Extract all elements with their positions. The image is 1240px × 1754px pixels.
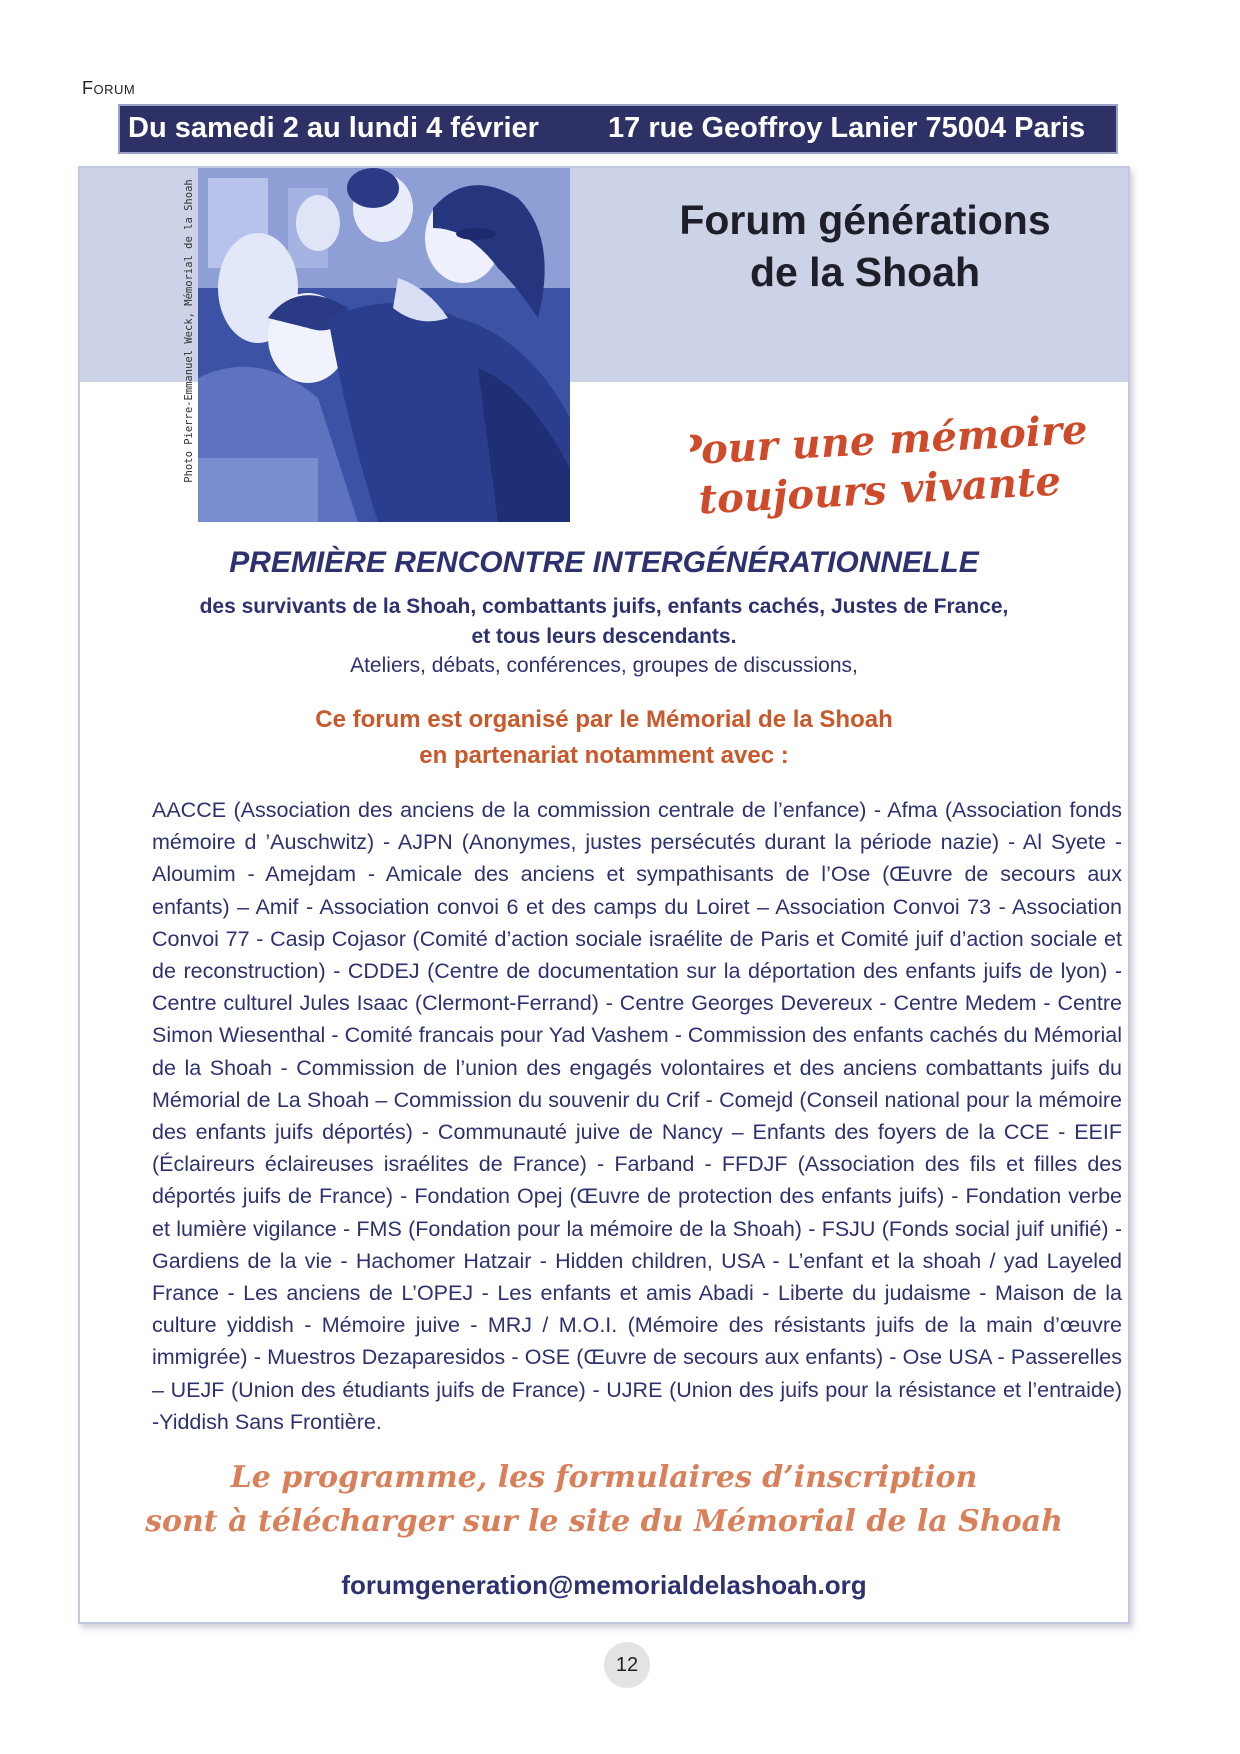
slogan <box>690 386 1090 536</box>
organizer-line-2: en partenariat notamment avec : <box>419 742 789 769</box>
slogan-line-1: Pour une mémoire <box>690 406 1089 475</box>
download-notice <box>80 1456 1128 1544</box>
download-line-2: sont à télécharger sur le site du Mémorial de la Shoah <box>145 1504 1063 1539</box>
slogan-line-2: toujours vivante <box>697 457 1062 524</box>
audience-text <box>80 592 1128 652</box>
partners-list: AACCE (Association des anciens de la commission centrale de l’enfance) - Afma (Association fonds mémoire d ’Auschwitz) - AJPN (Anonymes, justes persécutés durant la période nazie) - Al Syete - Aloumim - Amejdam - Amicale des anciens et sympathisants de l’Ose (Œuvre de secours aux enfants) – Amif - Association convoi 6 et des camps du Loiret – Association Convoi 73 - Association Convoi 77 - Casip Cojasor (Comité d’action sociale israélite de Paris et Comité juif d’action sociale et de reconstruction) - CDDEJ (Centre de documentation sur la déportation des enfants juifs de lyon) - Centre culturel Jules Isaac (Clermont-Ferrand) - Centre Georges Devereux - Centre Medem - Centre Simon Wiesenthal - Comité francais pour Yad Vashem - Commission des enfants cachés du Mémorial de la Shoah - Commission de l’union des engagés volontaires et des anciens combattants juifs du Mémorial de La Shoah – Commission du souvenir du Crif - Comejd (Conseil national pour la mémoire des enfants juifs déportés) - Communauté juive de Nancy – Enfants des foyers de la CCE - EEIF (Éclaireurs éclaireuses israélites de France) - Farband - FFDJF (Association des fils et filles des déportés juifs de France) - Fondation Opej (Œuvre de protection des enfants juifs) - Fondation verbe et lumière vigilance - FMS (Fondation pour la mémoire de la Shoah) - FSJU (Fonds social juif unifié) - Gardiens de la vie - Hachomer Hatzair - Hidden children, USA - L’enfant et la shoah / yad Layeled France - Les anciens de L’OPEJ - Les enfants et amis Abadi - Liberte du judaisme - Maison de la culture yiddish - Mémoire juive - MRJ / M.O.I. (Mémoire des résistants juifs de la main d’œuvre immigrée) - Muestros Dezaparesidos - OSE (Œuvre de secours aux enfants) - Ose USA - Passerelles – UEJF (Union des étudiants juifs de France) - UJRE (Union des juifs pour la résistance et l’entraide) -Yiddish Sans Frontière. <box>152 798 1122 1434</box>
organizer-line-1: Ce forum est organisé par le Mémorial de la Shoah <box>315 706 893 733</box>
forum-title <box>640 194 1090 298</box>
section-label: Forum <box>82 78 136 98</box>
audience-line-2: et tous leurs descendants. <box>471 625 737 648</box>
title-line-1: Forum générations <box>679 197 1051 243</box>
download-line-1: Le programme, les formulaires d’inscription <box>230 1460 978 1495</box>
headline: PREMIÈRE RENCONTRE INTERGÉNÉRATIONNELLE <box>229 546 979 579</box>
contact-email[interactable]: forumgeneration@memorialdelashoah.org <box>341 1570 867 1600</box>
title-line-2: de la Shoah <box>749 249 981 295</box>
event-address: 17 rue Geoffroy Lanier 75004 Paris <box>608 112 1086 144</box>
photo-credit: Photo Pierre-Emmanuel Weck, Mémorial de la Shoah <box>183 179 195 483</box>
event-dates: Du samedi 2 au lundi 4 février <box>128 112 539 144</box>
activities-text: Ateliers, débats, conférences, groupes de discussions, <box>350 654 858 677</box>
organizer-text <box>80 702 1128 774</box>
flyer-card <box>78 166 1130 1624</box>
audience-line-1: des survivants de la Shoah, combattants juifs, enfants cachés, Justes de France, <box>199 595 1009 618</box>
page-number: 12 <box>604 1642 650 1688</box>
date-banner <box>118 104 1118 154</box>
event-photo <box>198 168 570 522</box>
